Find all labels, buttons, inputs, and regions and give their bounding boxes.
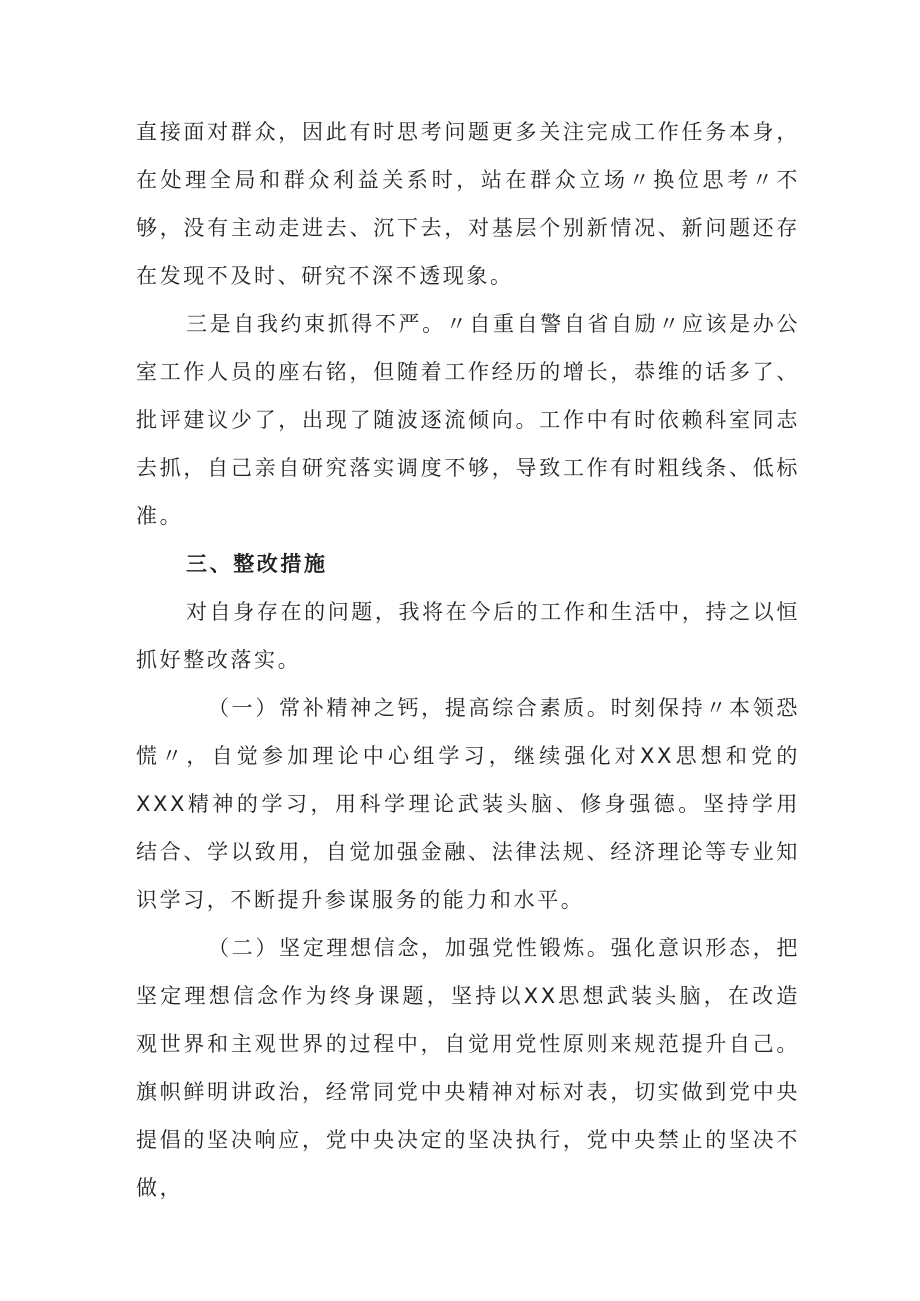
paragraph-measure-one: （一）常补精神之钙，提高综合素质。时刻保持〃本领恐慌〃，自觉参加理论中心组学习，继续强化对XX思想和党的XXX精神的学习，用科学理论武装头脑、修身强德。坚持学用结合、学以致用，自觉加强金融、法律法规、经济理论等专业知识学习，不断提升参谋服务的能力和水平。 [136, 696, 800, 912]
paragraph-self-discipline: 三是自我约束抓得不严。〃自重自警自省自励〃应该是办公室工作人员的座右铭，但随着工作经历的增长，恭维的话多了、批评建议少了，出现了随波逐流倾向。工作中有时依赖科室同志去抓，自己亲自研究落实调度不够，导致工作有时粗线条、低标准。 [136, 312, 800, 528]
paragraph-intro-rectification: 对自身存在的问题，我将在今后的工作和生活中，持之以恒抓好整改落实。 [136, 600, 800, 672]
document-body [136, 108, 800, 1212]
paragraph-measure-two: （二）坚定理想信念，加强党性锻炼。强化意识形态，把坚定理想信念作为终身课题，坚持以XX思想武装头脑，在改造观世界和主观世界的过程中，自觉用党性原则来规范提升自己。旗帜鲜明讲政治，经常同党中央精神对标对表，切实做到党中央提倡的坚决响应，党中央决定的坚决执行，党中央禁止的坚决不做， [136, 936, 800, 1200]
section-heading-rectification: 三、整改措施 [186, 552, 328, 576]
paragraph-continued: 直接面对群众，因此有时思考问题更多关注完成工作任务本身，在处理全局和群众利益关系时，站在群众立场〃换位思考〃不够，没有主动走进去、沉下去，对基层个别新情况、新问题还存在发现不及时、研究不深不透现象。 [136, 120, 800, 288]
